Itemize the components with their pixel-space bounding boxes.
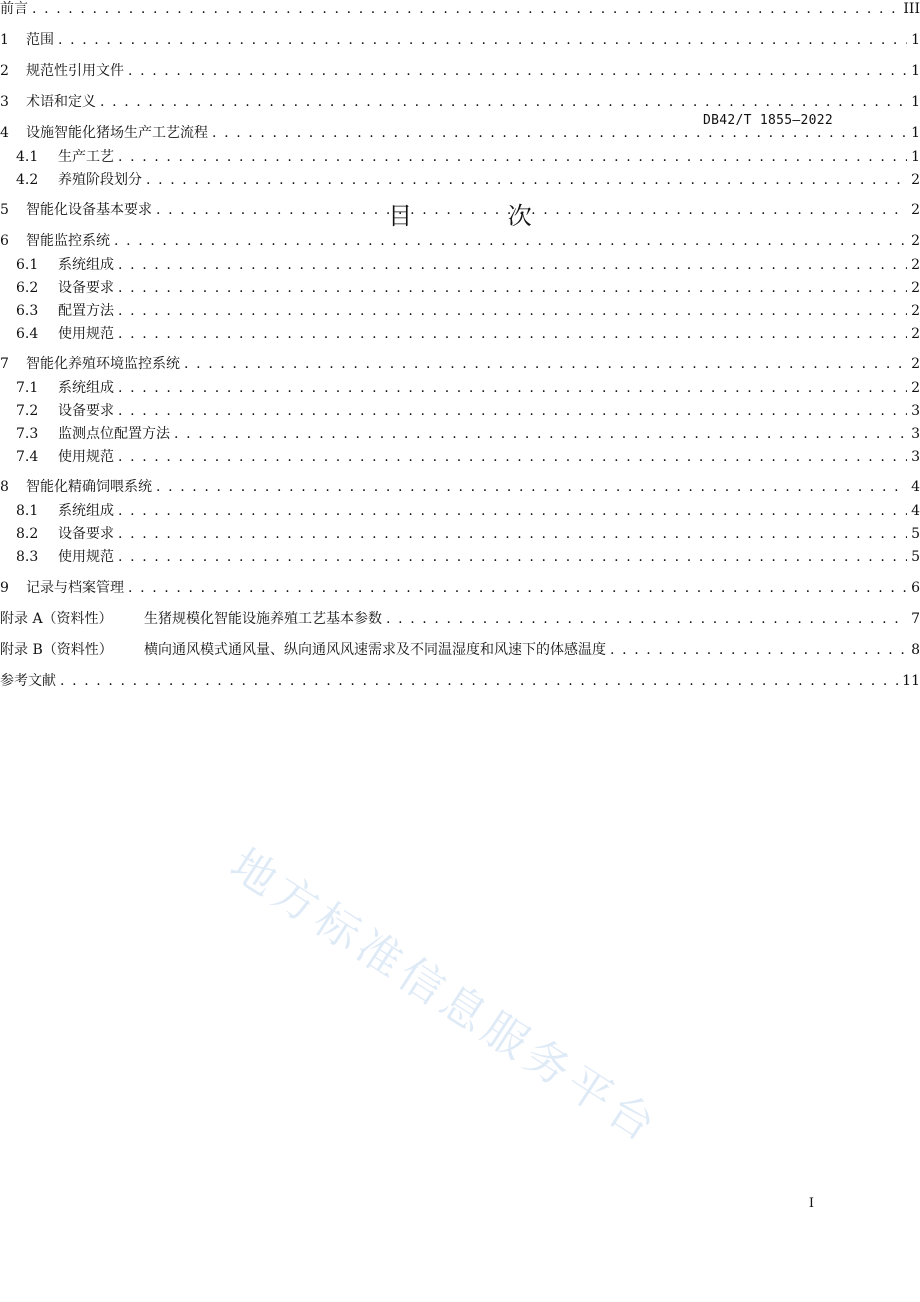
toc-leader-dots [58,31,907,49]
toc-leader-dots [128,62,907,80]
toc-entry-title: 系统组成 [58,257,114,273]
toc-entry-page: 5 [911,549,920,565]
toc-entry-title: 记录与档案管理 [26,580,124,596]
toc-entry-number: 8.1 [16,503,39,519]
toc-entry[interactable] [0,672,920,690]
toc-entry-page: 1 [911,63,920,79]
toc-entry-number: 8.3 [16,549,39,565]
document-code: DB42/T 1855—2022 [702,113,833,128]
toc-entry-number: 6 [0,233,9,249]
toc-entry-number: 6.3 [16,303,39,319]
toc-leader-dots [114,232,907,250]
toc-entry[interactable] [0,502,920,520]
toc-entry-page: 2 [911,280,920,296]
toc-entry-page: 3 [911,426,920,442]
toc-entry-title: 设备要求 [58,403,114,419]
toc-entry[interactable] [0,201,920,219]
toc-entry-title: 系统组成 [58,380,114,396]
toc-entry-page: 3 [911,403,920,419]
toc-entry-page: 2 [911,326,920,342]
toc-entry-page: 2 [911,202,920,218]
toc-leader-dots [60,672,898,690]
toc-leader-dots [212,124,907,142]
toc-entry-number: 6.1 [16,257,39,273]
toc-entry-number: 8 [0,479,9,495]
toc-entry[interactable] [0,31,920,49]
toc-entry-number: 9 [0,580,9,596]
toc-entry[interactable] [0,525,920,543]
toc-leader-dots [610,641,907,659]
toc-title: 目 次 [388,202,576,230]
toc-entry-number: 8.2 [16,526,39,542]
toc-leader-dots [118,325,907,343]
toc-entry-number: 4.2 [16,172,39,188]
toc-entry-number: 7.1 [16,380,39,396]
toc-entry-title: 配置方法 [58,303,114,319]
toc-entry-page: III [903,1,920,17]
toc-entry-number: 7 [0,356,9,372]
toc-entry-page: 1 [911,32,920,48]
toc-entry[interactable] [0,641,920,659]
toc-entry-title: 监测点位配置方法 [58,426,170,442]
toc-entry-number: 2 [0,63,9,79]
toc-entry-page: 3 [911,449,920,465]
toc-entry-title: 智能化设备基本要求 [26,202,152,218]
watermark: 地方标准信息服务平台 [221,839,669,1155]
toc-entry-title: 使用规范 [58,326,114,342]
toc-entry[interactable] [0,279,920,297]
toc-leader-dots [146,171,907,189]
toc-entry-page: 4 [911,479,920,495]
toc-entry-page: 2 [911,257,920,273]
toc-leader-dots [184,355,907,373]
toc-entry-number: 附录 B（资料性） [0,642,113,658]
toc-entry-number: 4 [0,125,9,141]
toc-entry[interactable] [0,171,920,189]
toc-leader-dots [32,0,899,18]
toc-entry-page: 11 [902,673,920,689]
toc-entry-title: 横向通风模式通风量、纵向通风风速需求及不同温湿度和风速下的体感温度 [144,642,606,658]
toc-entry-number: 6.2 [16,280,39,296]
toc-entry[interactable] [0,148,920,166]
toc-leader-dots [118,379,907,397]
toc-entry-page: 2 [911,233,920,249]
toc-entry-number: 3 [0,94,9,110]
toc-entry-title: 设备要求 [58,526,114,542]
toc-entry-title: 规范性引用文件 [26,63,124,79]
toc-entry-title: 养殖阶段划分 [58,172,142,188]
toc-entry[interactable] [0,124,920,142]
toc-entry[interactable] [0,579,920,597]
toc-entry[interactable] [0,425,920,443]
toc-entry[interactable] [0,256,920,274]
toc-entry-number: 6.4 [16,326,39,342]
toc-entry[interactable] [0,62,920,80]
toc-entry-title: 生产工艺 [58,149,114,165]
toc-leader-dots [128,579,907,597]
toc-entry-page: 2 [911,380,920,396]
toc-entry-page: 1 [911,125,920,141]
toc-entry[interactable] [0,355,920,373]
toc-entry-title: 设施智能化猪场生产工艺流程 [26,125,208,141]
toc-entry-title: 使用规范 [58,449,114,465]
toc-leader-dots [118,502,907,520]
toc-entry[interactable] [0,448,920,466]
toc-leader-dots [118,302,907,320]
toc-entry-page: 6 [911,580,920,596]
toc-entry-page: 2 [911,356,920,372]
toc-entry-number: 附录 A（资料性） [0,611,113,627]
toc-entry-title: 使用规范 [58,549,114,565]
toc-entry-title: 智能化精确饲喂系统 [26,479,152,495]
toc-entry-number: 1 [0,32,9,48]
toc-entry-page: 1 [911,149,920,165]
toc-leader-dots [118,256,907,274]
toc-entry-page: 2 [911,303,920,319]
toc-entry[interactable] [0,325,920,343]
toc-leader-dots [118,279,907,297]
toc-entry-title: 生猪规模化智能设施养殖工艺基本参数 [144,611,382,627]
toc-entry-title: 术语和定义 [26,94,96,110]
toc-entry-number: 7.3 [16,426,39,442]
toc-entry-title: 系统组成 [58,503,114,519]
toc-entry-title: 参考文献 [0,673,56,689]
toc-entry-title: 前言 [0,1,28,17]
toc-leader-dots [118,148,907,166]
toc-entry-title: 范围 [26,32,54,48]
toc-entry-page: 8 [911,642,920,658]
toc-entry[interactable] [0,93,920,111]
toc-leader-dots [156,201,907,219]
toc-entry-number: 7.4 [16,449,39,465]
toc-leader-dots [118,448,907,466]
toc-entry[interactable] [0,302,920,320]
toc-entry[interactable] [0,610,920,628]
toc-entry[interactable] [0,548,920,566]
toc-entry-number: 7.2 [16,403,39,419]
toc-entry-page: 2 [911,172,920,188]
toc-leader-dots [118,402,907,420]
toc-leader-dots [118,548,907,566]
toc-entry[interactable] [0,478,920,496]
toc-leader-dots [118,525,907,543]
toc-entry[interactable] [0,0,920,18]
toc-entry-page: 7 [911,611,920,627]
toc-entry-title: 智能化养殖环境监控系统 [26,356,180,372]
toc-entry[interactable] [0,379,920,397]
toc-entry-page: 5 [911,526,920,542]
toc-leader-dots [174,425,907,443]
toc-leader-dots [100,93,907,111]
toc-entry-page: 1 [911,94,920,110]
toc-entry-title: 智能监控系统 [26,233,110,249]
toc-entry-title: 设备要求 [58,280,114,296]
toc-entry[interactable] [0,402,920,420]
toc-entry-page: 4 [911,503,920,519]
toc-entry[interactable] [0,232,920,250]
page-number: I [808,1196,814,1211]
toc-entry-number: 5 [0,202,9,218]
toc-leader-dots [386,610,907,628]
toc-leader-dots [156,478,907,496]
toc-entry-number: 4.1 [16,149,39,165]
